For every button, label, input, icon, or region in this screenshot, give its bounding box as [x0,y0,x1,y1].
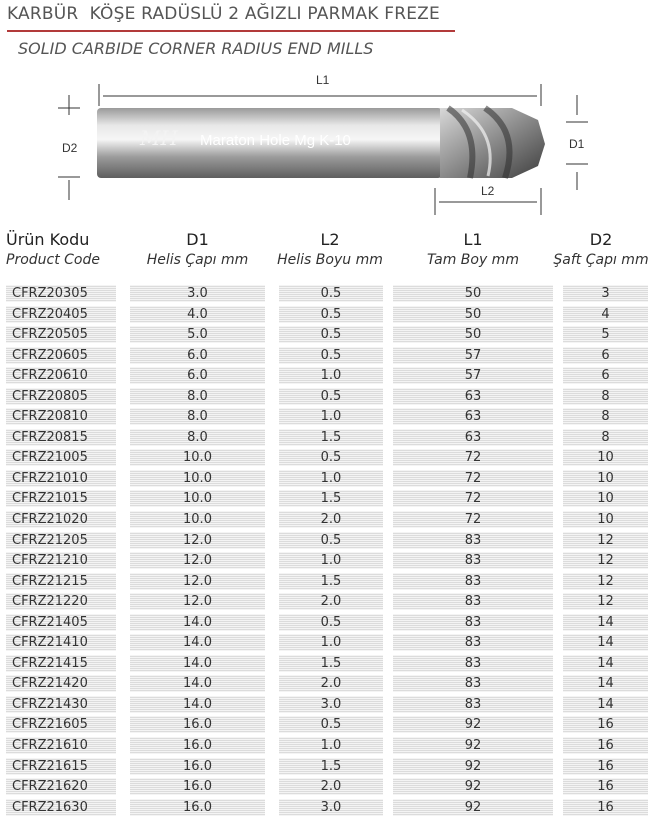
table-row [0,736,651,757]
l1-cell: 83 [393,655,553,672]
product-code-cell: CFRZ20610 [6,367,116,384]
d1-cell: 14.0 [130,614,265,631]
column-title: D2 [589,230,613,249]
l1-label: L1 [316,73,330,87]
l2-cell: 0.5 [279,285,383,302]
column-subtitle: Tam Boy mm [427,252,519,268]
l2-cell: 0.5 [279,716,383,733]
l2-cell: 0.5 [279,388,383,405]
l2-cell: 1.0 [279,470,383,487]
d1-cell: 12.0 [130,593,265,610]
l2-cell: 1.0 [279,408,383,425]
d1-cell: 8.0 [130,408,265,425]
l1-cell: 72 [393,470,553,487]
table-row [0,633,651,654]
d1-cell: 14.0 [130,634,265,651]
product-code-cell: CFRZ20805 [6,388,116,405]
l1-cell: 83 [393,614,553,631]
table-row [0,757,651,778]
column-header-l2 [265,230,395,270]
column-title: L2 [320,230,340,249]
d2-label: D2 [62,141,78,155]
l2-cell: 1.5 [279,573,383,590]
d2-cell: 10 [563,490,648,507]
d2-cell: 12 [563,593,648,610]
l1-cell: 92 [393,799,553,816]
brand-monogram: MH [140,126,178,150]
d1-cell: 12.0 [130,552,265,569]
brand-text: Maraton Hole Mg K-10 [200,132,351,149]
d2-cell: 16 [563,778,648,795]
table-row [0,674,651,695]
d2-cell: 10 [563,449,648,466]
product-code-cell: CFRZ20405 [6,306,116,323]
l1-cell: 92 [393,758,553,775]
l1-cell: 63 [393,429,553,446]
d2-cell: 8 [563,388,648,405]
table-row [0,366,651,387]
product-code-cell: CFRZ21410 [6,634,116,651]
l1-cell: 83 [393,552,553,569]
d1-cell: 16.0 [130,758,265,775]
d2-cell: 6 [563,347,648,364]
product-code-cell: CFRZ21210 [6,552,116,569]
d1-label: D1 [569,137,585,151]
l2-label: L2 [481,184,495,198]
d2-cell: 10 [563,511,648,528]
table-row [0,777,651,798]
l2-cell: 1.0 [279,367,383,384]
d1-cell: 6.0 [130,347,265,364]
table-row [0,551,651,572]
d1-cell: 16.0 [130,737,265,754]
l2-cell: 2.0 [279,593,383,610]
table-row [0,305,651,326]
d2-cell: 12 [563,573,648,590]
product-code-cell: CFRZ20810 [6,408,116,425]
page-title: KARBÜR KÖŞE RADÜSLÜ 2 AĞIZLI PARMAK FREZE [7,4,440,24]
d2-cell: 12 [563,532,648,549]
l2-cell: 0.5 [279,449,383,466]
l2-cell: 2.0 [279,511,383,528]
d2-cell: 14 [563,696,648,713]
d2-cell: 14 [563,655,648,672]
l1-cell: 50 [393,306,553,323]
l2-cell: 0.5 [279,532,383,549]
l1-cell: 57 [393,367,553,384]
table-row [0,346,651,367]
l1-cell: 72 [393,449,553,466]
product-table [0,284,651,818]
l1-cell: 50 [393,326,553,343]
product-code-cell: CFRZ21430 [6,696,116,713]
d1-cell: 6.0 [130,367,265,384]
product-code-cell: CFRZ21620 [6,778,116,795]
l1-cell: 83 [393,593,553,610]
column-subtitle: Helis Boyu mm [277,252,383,268]
l1-cell: 92 [393,737,553,754]
d1-cell: 5.0 [130,326,265,343]
table-row [0,387,651,408]
d2-cell: 4 [563,306,648,323]
table-row [0,325,651,346]
d1-cell: 10.0 [130,449,265,466]
l2-cell: 0.5 [279,306,383,323]
d2-cell: 14 [563,675,648,692]
product-code-cell: CFRZ21205 [6,532,116,549]
l1-cell: 57 [393,347,553,364]
d1-cell: 10.0 [130,470,265,487]
product-code-cell: CFRZ21015 [6,490,116,507]
l2-cell: 1.0 [279,634,383,651]
l1-cell: 83 [393,573,553,590]
table-row [0,715,651,736]
column-subtitle: Şaft Çapı mm [553,252,649,268]
d2-cell: 6 [563,367,648,384]
end-mill-drawing [0,60,651,225]
page-subtitle: SOLID CARBIDE CORNER RADIUS END MILLS [18,39,374,58]
l2-cell: 3.0 [279,696,383,713]
product-code-cell: CFRZ21420 [6,675,116,692]
l1-cell: 83 [393,696,553,713]
l2-cell: 3.0 [279,799,383,816]
d1-cell: 10.0 [130,490,265,507]
column-header-d2 [553,230,649,270]
table-header [0,230,651,280]
l1-cell: 83 [393,532,553,549]
column-subtitle: Product Code [6,252,101,268]
l2-cell: 0.5 [279,326,383,343]
l1-cell: 72 [393,490,553,507]
table-row [0,654,651,675]
l1-cell: 92 [393,778,553,795]
column-header-code [6,230,116,270]
product-code-cell: CFRZ21010 [6,470,116,487]
product-code-cell: CFRZ21415 [6,655,116,672]
column-title: Ürün Kodu [6,230,90,249]
d1-cell: 12.0 [130,532,265,549]
table-row [0,448,651,469]
l1-cell: 50 [393,285,553,302]
table-row [0,798,651,819]
table-row [0,469,651,490]
d1-cell: 14.0 [130,655,265,672]
d1-cell: 8.0 [130,388,265,405]
table-row [0,695,651,716]
d2-cell: 16 [563,737,648,754]
d1-cell: 14.0 [130,675,265,692]
table-row [0,592,651,613]
product-code-cell: CFRZ21605 [6,716,116,733]
d2-cell: 16 [563,716,648,733]
d2-cell: 14 [563,614,648,631]
l2-cell: 2.0 [279,675,383,692]
product-code-cell: CFRZ20815 [6,429,116,446]
product-code-cell: CFRZ21630 [6,799,116,816]
product-code-cell: CFRZ20505 [6,326,116,343]
column-header-d1 [130,230,265,270]
d2-cell: 5 [563,326,648,343]
column-title: L1 [463,230,483,249]
table-row [0,407,651,428]
d2-cell: 3 [563,285,648,302]
d1-cell: 4.0 [130,306,265,323]
l2-cell: 0.5 [279,614,383,631]
l1-cell: 83 [393,675,553,692]
table-row [0,428,651,449]
l2-cell: 1.5 [279,655,383,672]
l2-cell: 1.5 [279,490,383,507]
column-header-l1 [393,230,553,270]
table-row [0,284,651,305]
product-code-cell: CFRZ21005 [6,449,116,466]
d1-cell: 16.0 [130,799,265,816]
l2-cell: 1.5 [279,758,383,775]
table-row [0,510,651,531]
d1-cell: 8.0 [130,429,265,446]
table-row [0,489,651,510]
l2-cell: 0.5 [279,347,383,364]
d2-cell: 16 [563,758,648,775]
d2-cell: 12 [563,552,648,569]
l1-cell: 72 [393,511,553,528]
product-code-cell: CFRZ20605 [6,347,116,364]
l1-cell: 63 [393,408,553,425]
product-code-cell: CFRZ21220 [6,593,116,610]
product-code-cell: CFRZ21610 [6,737,116,754]
l1-cell: 83 [393,634,553,651]
table-row [0,572,651,593]
l1-cell: 92 [393,716,553,733]
product-code-cell: CFRZ21405 [6,614,116,631]
product-code-cell: CFRZ20305 [6,285,116,302]
d1-cell: 3.0 [130,285,265,302]
d1-cell: 14.0 [130,696,265,713]
product-code-cell: CFRZ21615 [6,758,116,775]
table-row [0,531,651,552]
l2-cell: 1.0 [279,737,383,754]
title-underline [7,30,455,32]
l2-cell: 1.0 [279,552,383,569]
d1-cell: 10.0 [130,511,265,528]
d2-cell: 16 [563,799,648,816]
l2-cell: 2.0 [279,778,383,795]
d1-cell: 12.0 [130,573,265,590]
column-title: D1 [186,230,209,249]
d2-cell: 8 [563,429,648,446]
product-code-cell: CFRZ21215 [6,573,116,590]
d1-cell: 16.0 [130,778,265,795]
d2-cell: 14 [563,634,648,651]
d2-cell: 8 [563,408,648,425]
l1-cell: 63 [393,388,553,405]
product-code-cell: CFRZ21020 [6,511,116,528]
table-row [0,613,651,634]
column-subtitle: Helis Çapı mm [146,252,249,268]
d1-cell: 16.0 [130,716,265,733]
d2-cell: 10 [563,470,648,487]
l2-cell: 1.5 [279,429,383,446]
